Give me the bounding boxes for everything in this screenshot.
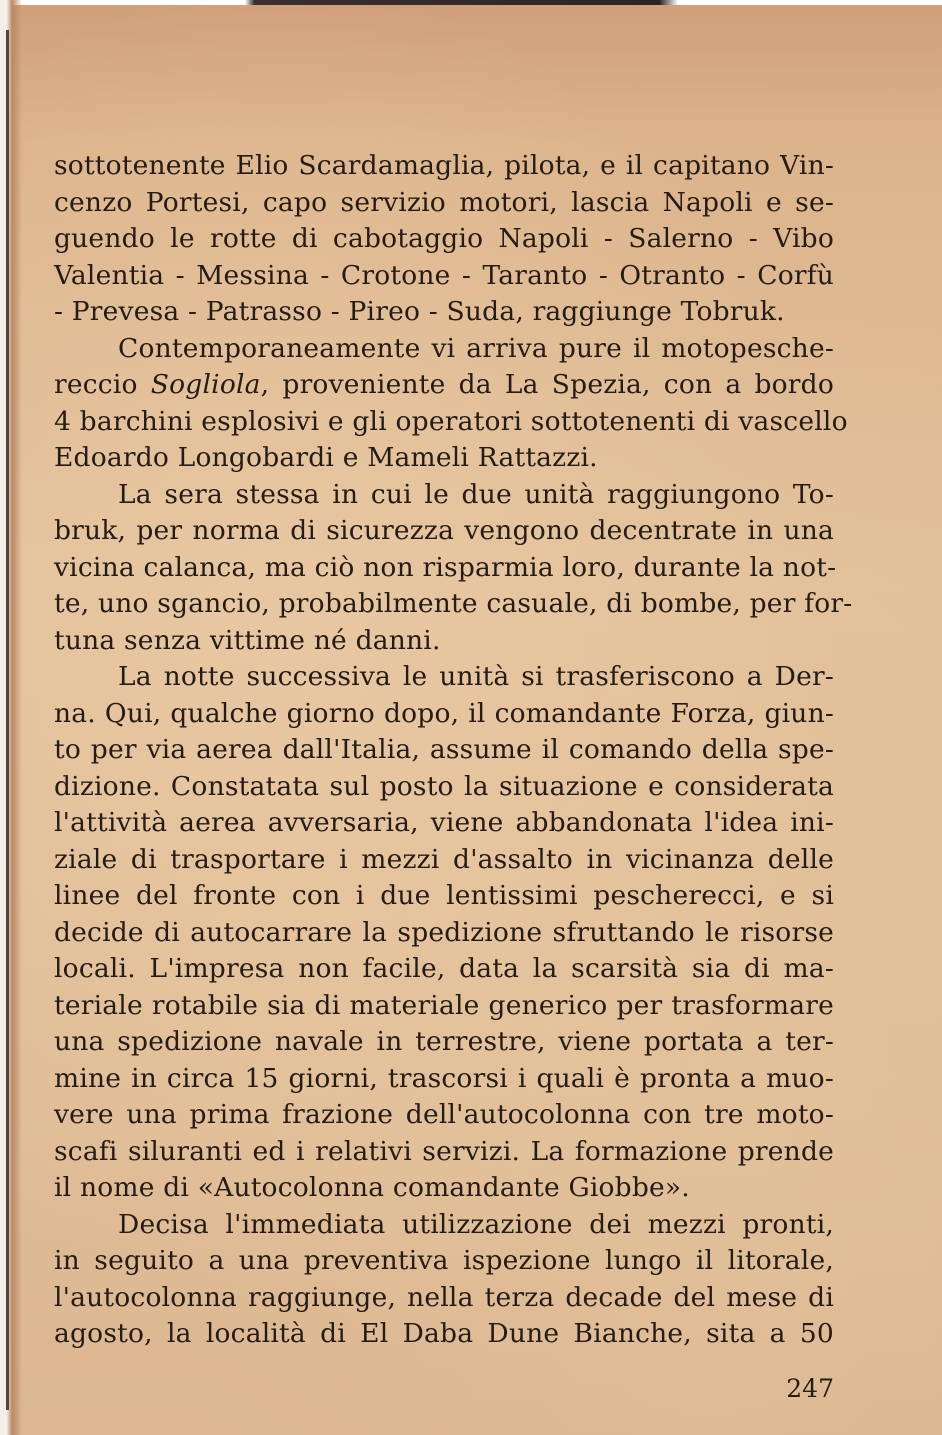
text-line: mine in circa 15 giorni, trascorsi i quali è pronta a muo- [54,1062,834,1094]
text-line: linee del fronte con i due lentissimi pescherecci, e si [54,880,834,911]
text-line: vicina calanca, ma ciò non risparmia loro, durante la not- [54,551,837,583]
text-line: Valentia - Messina - Crotone - Taranto - Otranto - Corfù [54,259,834,291]
text-line: bruk, per norma di sicurezza vengono decentrate in una [54,515,834,546]
text-line: - Prevesa - Patrasso - Pireo - Suda, raggiunge Tobruk. [54,296,785,327]
book-spine-edge [0,0,22,1435]
text-line: l'attività aerea avversaria, viene abbandonata l'idea ini- [54,807,834,838]
text-line: teriale rotabile sia di materiale generico per trasformare [54,989,834,1021]
text-line: scafi siluranti ed i relativi servizi. La formazione prende [54,1135,834,1167]
text-line: reccio Sogliola, proveniente da La Spezia, con a bordo [54,369,834,400]
text-line: sottotenente Elio Scardamaglia, pilota, e il capitano Vin- [54,150,834,181]
text-line: locali. L'impresa non facile, data la scarsità sia di ma- [54,953,834,984]
page-top-edge [0,0,942,5]
text-line: 4 barchini esplosivi e gli operatori sottotenenti di vascello [54,405,848,437]
book-spine-shadow [6,30,9,1410]
text-line: il nome di «Autocolonna comandante Giobbe». [54,1172,690,1203]
text-line: dizione. Constatata sul posto la situazione e considerata [54,770,834,802]
text-line: te, uno sgancio, probabilmente casuale, di bombe, per for- [54,588,853,619]
text-line: in seguito a una preventiva ispezione lungo il litorale, [54,1245,834,1276]
text-line: Edoardo Longobardi e Mameli Rattazzi. [54,442,598,473]
text-line: una spedizione navale in terrestre, viene portata a ter- [54,1026,834,1057]
text-line: ziale di trasportare i mezzi d'assalto in vicinanza delle [54,843,834,875]
page-number: 247 [786,1374,834,1403]
text-line: Contemporaneamente vi arriva pure il motopesche- [118,332,834,364]
text-line: vere una prima frazione dell'autocolonna con tre moto- [54,1099,834,1130]
text-line: Decisa l'immediata utilizzazione dei mezzi pronti, [118,1208,834,1240]
text-line: La sera stessa in cui le due unità raggiungono To- [118,478,834,510]
text-line: decide di autocarrare la spedizione sfruttando le risorse [54,916,834,948]
text-line: cenzo Portesi, capo servizio motori, lascia Napoli e se- [54,186,834,218]
body-text [54,148,853,1353]
text-line: La notte successiva le unità si trasferiscono a Der- [118,661,834,692]
text-line: na. Qui, qualche giorno dopo, il comandante Forza, giun- [54,697,834,729]
ship-name: Sogliola [150,369,261,400]
text-line: l'autocolonna raggiunge, nella terza decade del mese di [54,1281,834,1313]
text-line: agosto, la località di El Daba Dune Bianche, sita a 50 [54,1318,834,1349]
text-line: tuna senza vittime né danni. [54,624,441,656]
text-line: to per via aerea dall'Italia, assume il comando della spe- [54,734,834,765]
text-line: guendo le rotte di cabotaggio Napoli - Salerno - Vibo [54,223,834,254]
